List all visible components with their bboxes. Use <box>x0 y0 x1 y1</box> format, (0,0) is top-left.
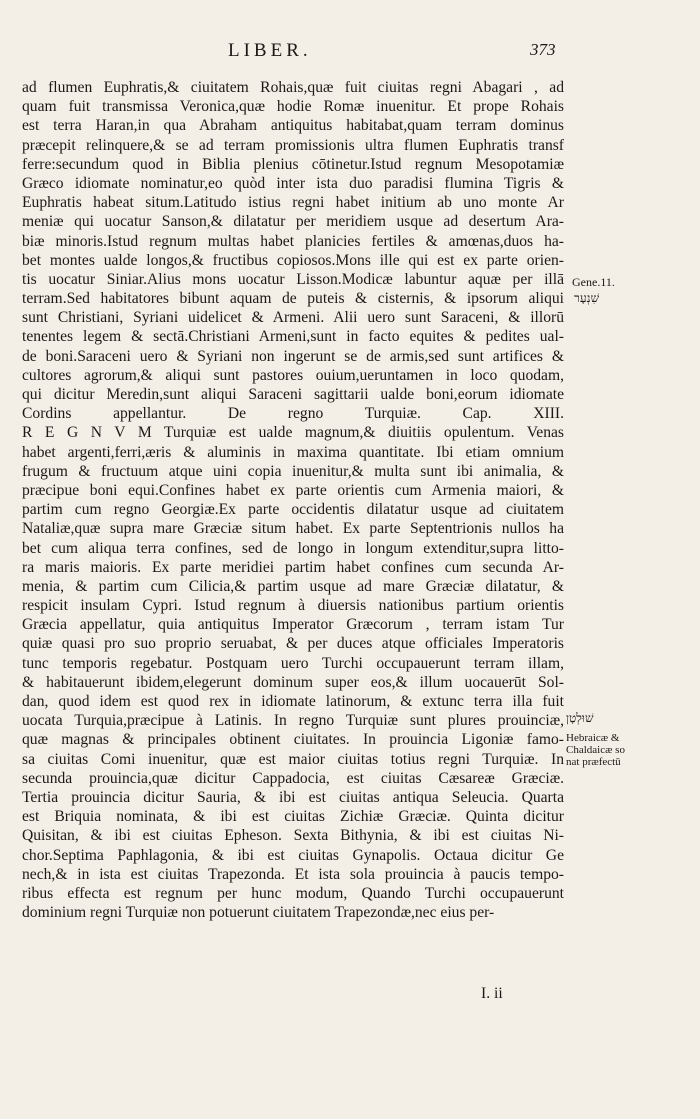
text-line: uocata Turquia,præcipue à Latinis. In regno Turquiæ sunt plures prouinciæ, <box>22 712 564 730</box>
text-line: est terra Haran,in qua Abraham antiquitus habitabat,quam terram dominus <box>22 117 564 135</box>
text-line: quæ magnas & principales obtinent ciuitates. In prouincia Ligoniæ famo- <box>22 731 564 749</box>
text-line: tis uocatur Siniar.Alius mons uocatur Lisson.Modicæ labuntur aquæ per illā <box>22 270 564 288</box>
text-line: bet montes ualde longos,& fructibus copiosos.Mons ille qui est ex parte orien- <box>22 251 564 269</box>
chapter-heading-line: Cordins appellantur. De regno Turquiæ. Cap. XIII. <box>22 405 564 423</box>
running-head: LIBER. <box>228 40 312 61</box>
text-line: partim cum regno Georgiæ.Ex parte occidentis dilatatur usque ad ciuitatem <box>22 501 564 519</box>
text-line: sa ciuitas Comi inuenitur, quæ est maior ciuitas totius regni Turquiæ. In <box>22 750 564 768</box>
text-line: biæ minoris.Istud regnum multas habet planicies fertiles & amœnas,duos ha- <box>22 232 564 250</box>
text-line: & habitauerunt ibidem,elegerunt dominum super eos,& illum uocauerūt Sol- <box>22 673 564 691</box>
text-line: cultores agrorum,& aliqui sunt pastores ouium,ueruntamen in loco quodam, <box>22 366 564 384</box>
text-line: præcipue boni equi.Confines habet ex parte orientis cum Armenia maiori, & <box>22 481 564 499</box>
text-line: frugum & fructuum atque uini copia inuenitur,& multa sunt ibi animalia, & <box>22 462 564 480</box>
text-line: terram.Sed habitatores bibunt aquam de puteis & cisternis, & ipsorum aliqui <box>22 290 564 308</box>
margin-note-line: Hebraicæ & <box>566 732 620 744</box>
text-line: quiæ quasi pro suo proprio seruabat, & per duces atque officiales Imperatoris <box>22 635 564 653</box>
text-line: bet cum aliqua terra confines, sed de longo in longum extenditur,supra litto- <box>22 539 564 557</box>
text-line: secunda prouincia,quæ dicitur Cappadocia, est ciuitas Cæsareæ Græciæ. <box>22 769 564 787</box>
text-line: respicit insulam Cypri. Istud regnum à diuersis nationibus partium orientis <box>22 597 564 615</box>
text-line: ad flumen Euphratis,& ciuitatem Rohais,quæ fuit ciuitas regni Abagari , ad <box>22 79 564 96</box>
text-line: menia, & partim cum Cilicia,& partim usque ad mare Græciæ dilatatur, & <box>22 577 564 595</box>
text-line: quam fuit transmissa Veronica,quæ hodie Romæ inuenitur. Et prope Rohais <box>22 98 564 116</box>
margin-note-hebrew-soldan: שׁוּלְטָן <box>566 711 594 725</box>
text-line: est Briquia nominata, & ibi est ciuitas Zichiæ Græciæ. Quinta dicitur <box>22 808 564 826</box>
margin-note-genesis: Gene.11. <box>572 275 615 289</box>
text-line: ribus effecta est regnum per hunc modum, Quando Turchi occupauerunt <box>22 884 564 902</box>
text-line: ra maris maioris. Ex parte meridiei partim habet confines cum secunda Ar- <box>22 558 564 576</box>
text-line: Quisitan, & ibi est ciuitas Epheson. Sexta Bithynia, & ibi est ciuitas Ni- <box>22 827 564 845</box>
page-header <box>0 40 700 70</box>
text-line: sunt Christiani, Syriani uidelicet & Armeni. Alii uero sunt Saraceni, & illorū <box>22 309 564 327</box>
margin-note-hebraicae <box>566 732 625 768</box>
text-line: nech,& in ista est ciuitas Trapezonda. Et ista sola prouincia à paucis tempo- <box>22 865 564 883</box>
margin-note-line: Chaldaicæ so <box>566 744 625 756</box>
text-line: præcepit relinquere,& se ad terram promissionis ultra flumen Euphratis transf <box>22 136 564 154</box>
text-line: tunc temporis regebatur. Postquam uero Turchi occupauerunt terram illam, <box>22 654 564 672</box>
text-line: tenentes legem & sectā.Christiani Armeni,sunt in facto equites & pedites ual- <box>22 328 564 346</box>
text-line: Tertia prouincia dicitur Sauria, & ibi est ciuitas antiqua Seleucia. Quarta <box>22 788 564 806</box>
margin-note-line: nat præfectū <box>566 756 621 768</box>
text-line: Euphratis habeat situm.Latitudo istius regni habet initium ab uno monte Ar <box>22 194 564 212</box>
text-line: Græcia appellatur, quia antiquitus Imperator Græcorum , terram istam Tur <box>22 616 564 634</box>
text-line: meniæ qui uocatur Sanson,& dilatatur per meridiem usque ad desertum Ara- <box>22 213 564 231</box>
margin-note-hebrew-siniar: שִׁנְעָר <box>574 291 600 305</box>
text-line: qui dicitur Meredin,sunt aliqui Saraceni sagittarii ualde boni,eorum idiomate <box>22 386 564 403</box>
text-line: de boni.Saraceni uero & Syriani non ingerunt se de armis,sed sunt artifices & <box>22 347 564 365</box>
text-line: chor.Septima Paphlagonia, & ibi est ciuitas Gynapolis. Octaua dicitur Ge <box>22 846 564 864</box>
text-line: ferre:secundum quod in Biblia plenius cōtinetur.Istud regnum Mesopotamiæ <box>22 155 564 173</box>
page-number: 373 <box>530 40 556 59</box>
chapter-opening-line: R E G N V M Turquiæ est ualde magnum,& diuitiis opulentum. Venas <box>22 424 564 442</box>
catchword-signature: I. ii <box>481 985 503 1002</box>
text-line: dan, quod idem est quod rex in idiomate latinorum, & extunc terra illa fuit <box>22 693 564 710</box>
main-text-block <box>22 78 564 922</box>
text-line: dominium regni Turquiæ non potuerunt ciuitatem Trapezondæ,nec eius per- <box>22 904 495 922</box>
text-line: Nataliæ,quæ supra mare Græciæ situm habet. Ex parte Septentrionis nullos ha <box>22 520 564 538</box>
text-line: habet argenti,ferri,æris & aluminis in maxima quantitate. Ibi etiam omnium <box>22 443 564 461</box>
text-line: Græco idiomate nominatur,eo quòd inter ista duo paradisi flumina Tigris & <box>22 174 564 192</box>
